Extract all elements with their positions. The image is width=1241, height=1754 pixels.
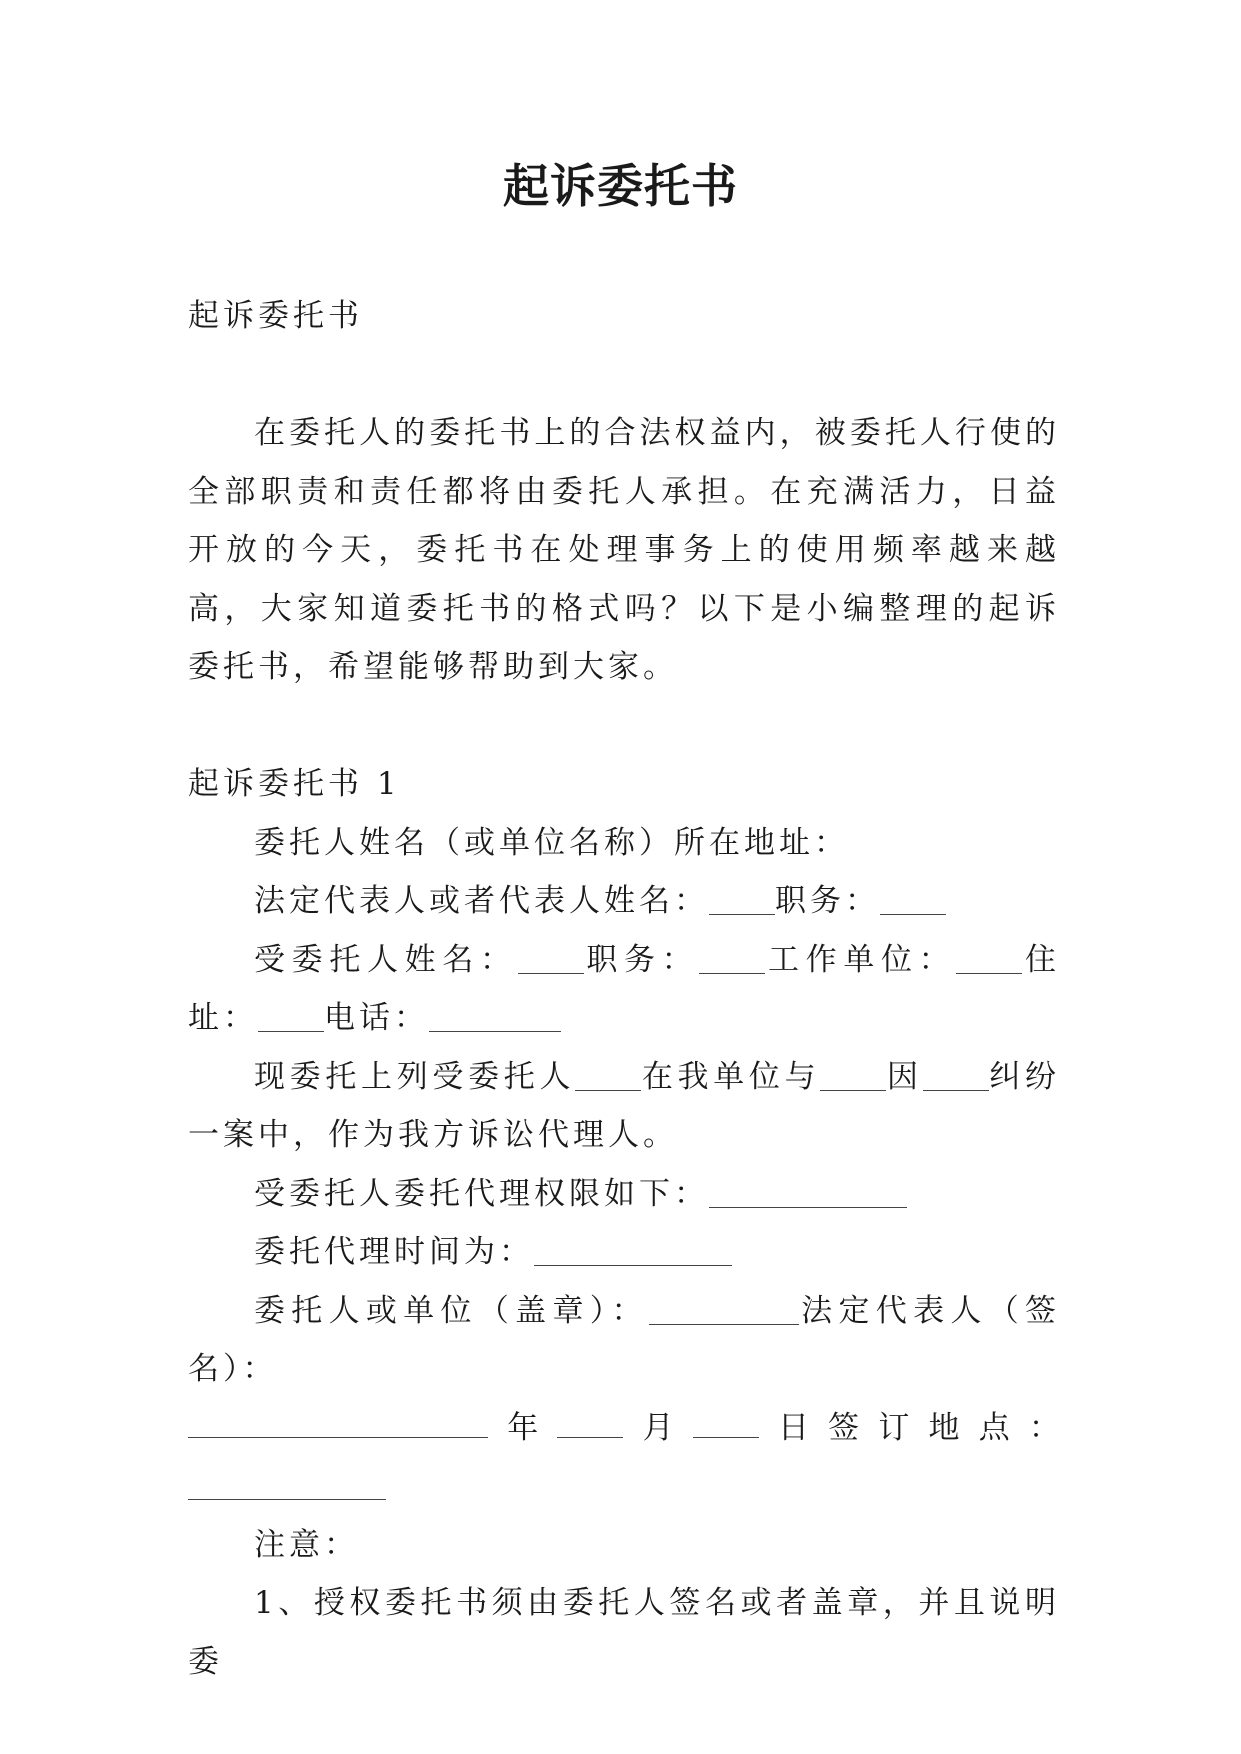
seal-blank[interactable] (649, 1294, 799, 1325)
signature-blank[interactable] (188, 1407, 488, 1438)
entrust-text-4: 纠纷一案中，作为我方诉讼代理人。 (188, 1058, 1061, 1153)
date-place-line (188, 1399, 1060, 1458)
month-label: 月 (642, 1409, 674, 1446)
authority-line (188, 1165, 1060, 1224)
month-blank[interactable] (557, 1407, 623, 1438)
period-blank[interactable] (534, 1235, 732, 1266)
agent-name-blank[interactable] (518, 943, 584, 974)
document-title: 起诉委托书 (503, 159, 738, 213)
signature-label: 法定代表人（签名）： (188, 1292, 1061, 1387)
section-1-heading: 起诉委托书 1 (188, 766, 401, 802)
entrust-text-2: 在我单位与 (641, 1058, 821, 1095)
entrust-text-3: 因 (886, 1058, 923, 1095)
spacer (188, 697, 1060, 756)
position-label: 职务： (775, 883, 880, 919)
entrust-cause-blank[interactable] (923, 1060, 989, 1091)
notice-item-1: 1、授权委托书须由委托人签名或者盖章，并且说明委 (188, 1585, 1060, 1680)
sign-place-blank[interactable] (188, 1469, 386, 1500)
client-line: 委托人姓名（或单位名称）所在地址： (254, 824, 849, 861)
work-unit-label: 工作单位： (765, 941, 957, 978)
position-blank[interactable] (880, 884, 946, 915)
sign-place-char: ： (1028, 1409, 1060, 1446)
seal-label: 委托人或单位（盖章）： (254, 1292, 649, 1329)
work-unit-blank[interactable] (956, 943, 1022, 974)
notice-heading: 注意： (254, 1526, 359, 1563)
section-heading: 起诉委托书 (188, 298, 363, 334)
sign-place-char: 签 (828, 1409, 860, 1446)
sign-place-blank-line (188, 1457, 1060, 1516)
agent-name-label: 受委托人姓名： (254, 941, 518, 978)
entrust-paragraph (188, 1048, 1060, 1165)
legal-rep-line (188, 872, 1060, 931)
document-body (188, 287, 1060, 1691)
agent-position-label: 职务： (583, 941, 700, 978)
spacer (188, 346, 1060, 405)
phone-label: 电话： (324, 1000, 429, 1036)
seal-line (188, 1282, 1060, 1399)
agent-line (188, 931, 1060, 1048)
intro-paragraph: 在委托人的委托书上的合法权益内，被委托人行使的全部职责和责任都将由委托人承担。在充满活力，日益开放的今天，委托书在处理事务上的使用频率越来越高，大家知道委托书的格式吗？以下是小编整理的起诉委托书，希望能够帮助到大家。 (188, 415, 1060, 685)
entrust-agent-blank[interactable] (575, 1060, 641, 1091)
day-blank[interactable] (693, 1407, 759, 1438)
period-line (188, 1223, 1060, 1282)
year-label: 年 (507, 1409, 539, 1446)
sign-place-char: 点 (978, 1409, 1010, 1446)
period-label: 委托代理时间为： (254, 1234, 534, 1270)
day-label: 日 (777, 1409, 809, 1446)
address-blank[interactable] (258, 1001, 324, 1032)
entrust-party-blank[interactable] (820, 1060, 886, 1091)
legal-rep-label: 法定代表人或者代表人姓名： (254, 883, 709, 919)
authority-label: 受委托人委托代理权限如下： (254, 1175, 709, 1212)
sign-place-char: 地 (928, 1409, 960, 1446)
authority-blank[interactable] (709, 1177, 907, 1208)
legal-rep-blank[interactable] (709, 884, 775, 915)
phone-blank[interactable] (429, 1001, 561, 1032)
sign-place-char: 订 (878, 1409, 910, 1446)
agent-position-blank[interactable] (699, 943, 765, 974)
entrust-text-1: 现委托上列受委托人 (254, 1058, 576, 1095)
address-label: 住址： (188, 941, 1061, 1036)
